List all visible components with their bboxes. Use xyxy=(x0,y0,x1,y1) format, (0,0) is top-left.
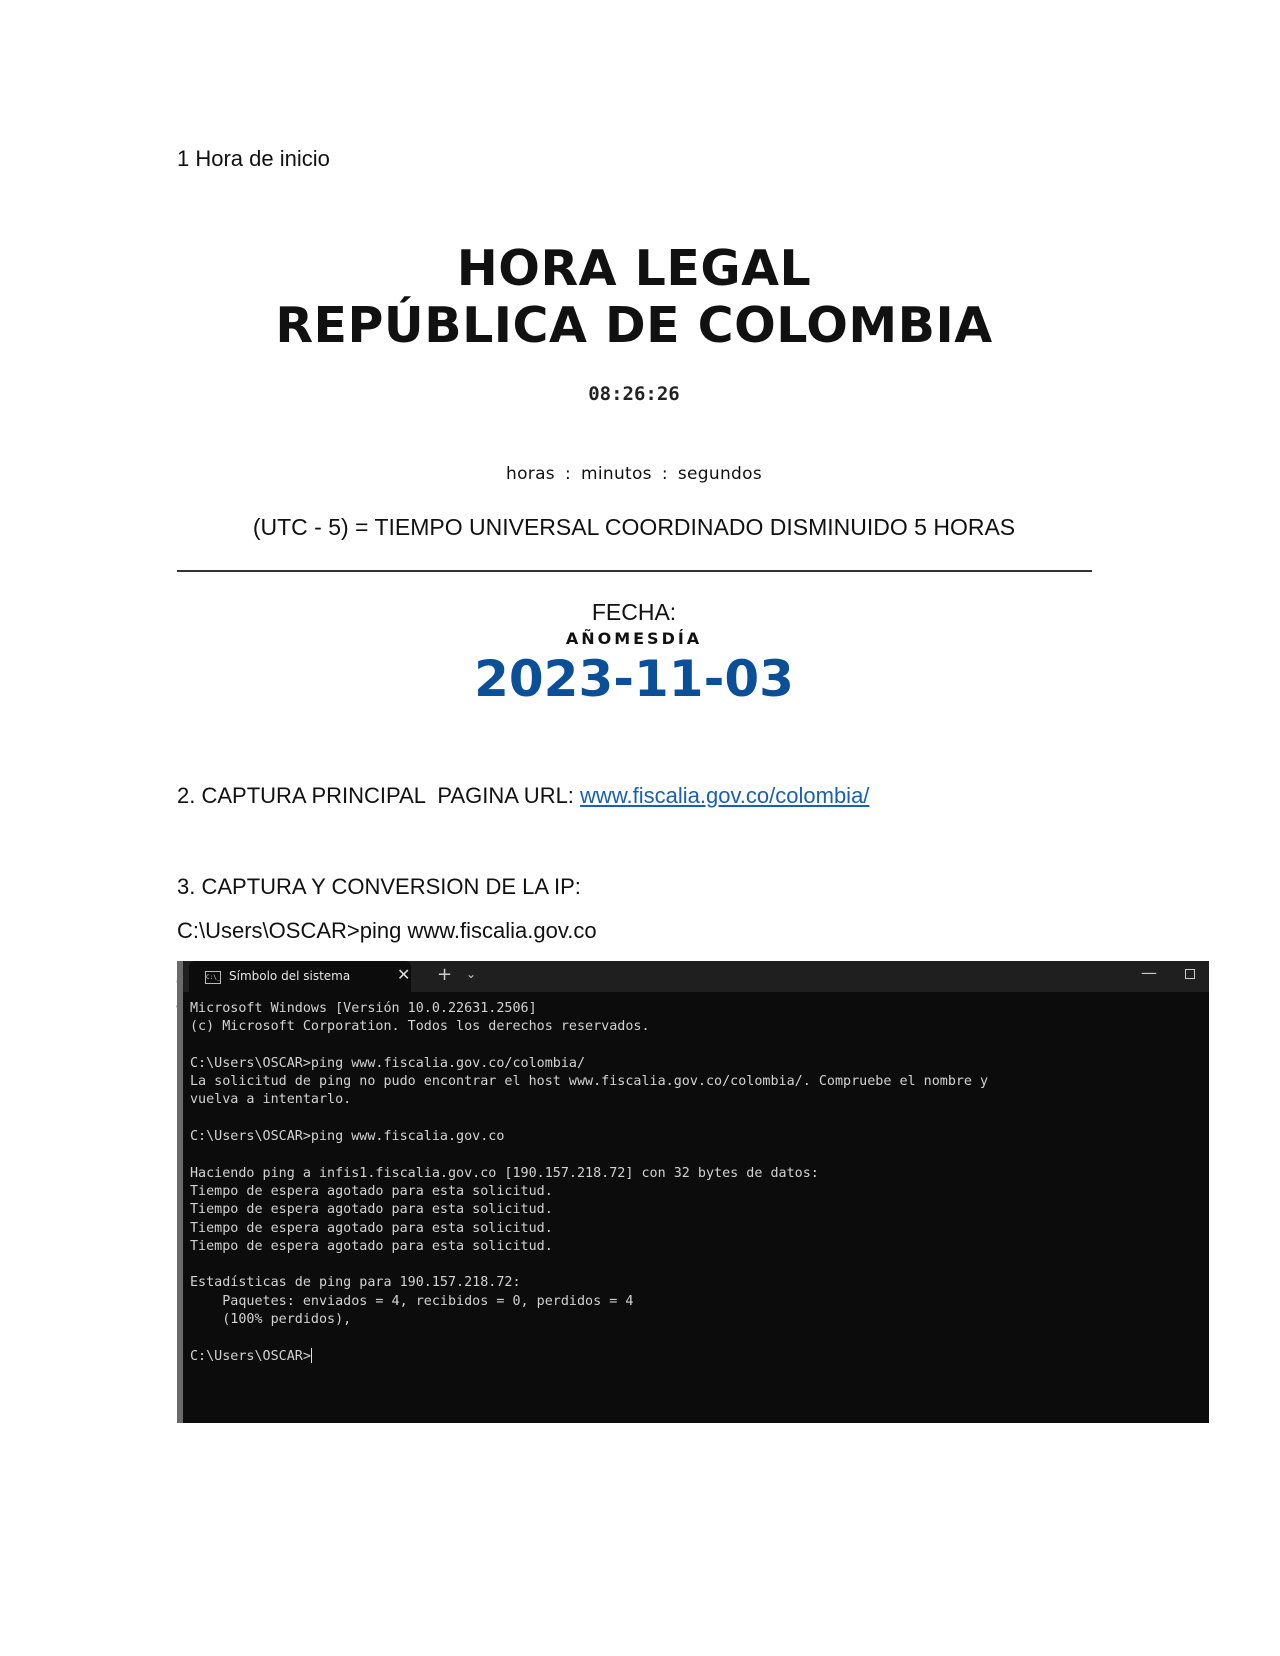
tab-title: Símbolo del sistema xyxy=(229,969,351,983)
terminal-line: C:\Users\OSCAR>ping www.fiscalia.gov.co/colombia/ xyxy=(190,1055,586,1071)
new-tab-button[interactable]: + xyxy=(437,964,453,985)
seconds-label: segundos xyxy=(677,464,762,484)
republica-title: REPÚBLICA DE COLOMBIA xyxy=(275,297,993,354)
terminal-line: Microsoft Windows [Versión 10.0.22631.2506] xyxy=(190,1001,537,1016)
terminal-line xyxy=(190,1146,1200,1164)
terminal-line xyxy=(190,1110,1200,1128)
terminal-line: Estadísticas de ping para 190.157.218.72: xyxy=(190,1275,521,1291)
fecha-label: FECHA: xyxy=(591,599,677,625)
terminal-line xyxy=(190,1037,1200,1055)
terminal-line xyxy=(190,1329,1200,1347)
terminal-lines xyxy=(190,1000,1200,1348)
hours-label: horas xyxy=(506,464,555,484)
terminal-line: Tiempo de espera agotado para esta solicitud. xyxy=(190,1220,553,1236)
terminal-output xyxy=(190,1000,1200,1366)
horizontal-rule xyxy=(177,570,1092,572)
section-1-heading: 1 Hora de inicio xyxy=(177,146,330,171)
terminal-line: Paquetes: enviados = 4, recibidos = 0, perdidos = 4 xyxy=(190,1293,634,1309)
maximize-button[interactable] xyxy=(1185,969,1195,979)
minimize-button[interactable]: — xyxy=(1141,963,1157,982)
terminal-prompt: C:\Users\OSCAR> xyxy=(190,1348,311,1364)
terminal-screenshot xyxy=(177,961,1209,1423)
units-separator: : xyxy=(564,464,571,484)
text-cursor xyxy=(311,1348,312,1363)
terminal-line: Tiempo de espera agotado para esta solicitud. xyxy=(190,1238,553,1254)
close-tab-icon[interactable]: ✕ xyxy=(397,965,411,984)
hora-legal-title: HORA LEGAL xyxy=(456,240,812,297)
date-value: 2023-11-03 xyxy=(474,650,794,708)
terminal-line xyxy=(190,1256,1200,1274)
chevron-down-icon[interactable]: ⌄ xyxy=(466,967,477,981)
command-line-text: C:\Users\OSCAR>ping www.fiscalia.gov.co xyxy=(177,918,597,943)
section-2-text: 2. CAPTURA PRINCIPAL PAGINA URL: xyxy=(177,783,581,808)
terminal-line: Tiempo de espera agotado para esta solicitud. xyxy=(190,1202,553,1218)
terminal-line: Haciendo ping a infis1.fiscalia.gov.co [190.157.218.72] con 32 bytes de datos: xyxy=(190,1165,819,1181)
terminal-line: vuelva a intentarlo. xyxy=(190,1092,352,1108)
time-units xyxy=(0,464,1268,484)
section-3-heading: 3. CAPTURA Y CONVERSION DE LA IP: xyxy=(177,874,581,899)
cmd-icon: C:\_ xyxy=(205,971,221,984)
terminal-line: La solicitud de ping no pudo encontrar el host www.fiscalia.gov.co/colombia/. Compruebe el nombre y xyxy=(190,1074,989,1090)
terminal-line: (100% perdidos), xyxy=(190,1312,352,1328)
terminal-line: (c) Microsoft Corporation. Todos los derechos reservados. xyxy=(190,1019,650,1035)
utc-note: (UTC - 5) = TIEMPO UNIVERSAL COORDINADO DISMINUIDO 5 HORAS xyxy=(252,514,1016,540)
units-separator: : xyxy=(661,464,668,484)
terminal-tab-bar xyxy=(183,961,1209,992)
terminal-left-border xyxy=(177,961,183,1423)
terminal-line: Tiempo de espera agotado para esta solicitud. xyxy=(190,1183,553,1199)
clock-time: 08:26:26 xyxy=(588,383,680,405)
minutes-label: minutos xyxy=(580,464,652,484)
date-order-label: AÑOMESDÍA xyxy=(565,629,703,648)
fiscalia-url-link[interactable]: www.fiscalia.gov.co/colombia/ xyxy=(580,783,870,808)
terminal-line: C:\Users\OSCAR>ping www.fiscalia.gov.co xyxy=(190,1129,505,1145)
section-2-heading xyxy=(177,783,869,809)
terminal-tab[interactable] xyxy=(189,961,411,992)
terminal-prompt-line[interactable] xyxy=(190,1348,1200,1366)
